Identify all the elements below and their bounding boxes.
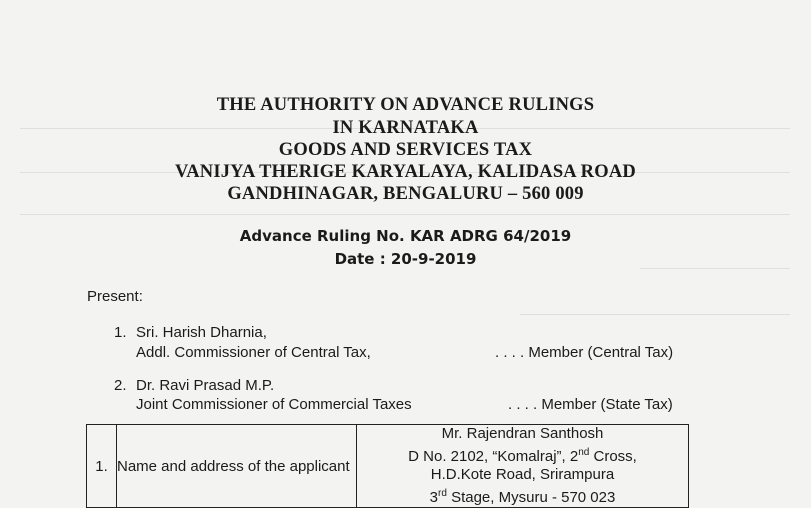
ordinal-suffix: rd	[438, 487, 447, 499]
ordinal-suffix: nd	[578, 446, 590, 458]
office-address-line: VANIJYA THERIGE KARYALAYA, KALIDASA ROAD	[175, 162, 636, 182]
applicant-label: Name and address of the applicant	[117, 425, 357, 508]
present-label: Present:	[87, 288, 143, 305]
state-title: IN KARNATAKA	[332, 118, 479, 138]
bleed-through-line	[20, 214, 790, 215]
tax-title: GOODS AND SERVICES TAX	[278, 140, 533, 160]
applicant-address-line-2	[357, 444, 688, 467]
authority-title: THE AUTHORITY ON ADVANCE RULINGS	[216, 95, 595, 115]
applicant-details-table	[86, 424, 689, 508]
bleed-through-line	[640, 268, 790, 269]
member-1-name: Sri. Harish Dharnia,	[136, 324, 267, 341]
ruling-date: Date : 20-9-2019	[334, 250, 477, 268]
member-2-number: 2.	[114, 377, 127, 394]
address-text: Stage, Mysuru - 570 023	[446, 488, 616, 506]
member-2-designation: Joint Commissioner of Commercial Taxes	[136, 396, 412, 413]
city-address-line: GANDHINAGAR, BENGALURU – 560 009	[227, 184, 584, 204]
applicant-address-line-4	[357, 485, 688, 508]
member-2-role: . . . . Member (State Tax)	[508, 396, 673, 413]
address-text: 3	[429, 488, 438, 506]
member-1-role: . . . . Member (Central Tax)	[495, 344, 674, 361]
applicant-address	[357, 425, 689, 508]
address-text: D No. 2102, “Komalraj”, 2	[408, 447, 579, 465]
member-1-number: 1.	[114, 324, 127, 341]
member-1-designation: Addl. Commissioner of Central Tax,	[136, 344, 371, 361]
advance-ruling-number: Advance Ruling No. KAR ADRG 64/2019	[239, 227, 572, 245]
bleed-through-line	[520, 314, 790, 315]
row-number: 1.	[87, 425, 117, 508]
applicant-address-line-3: H.D.Kote Road, Srirampura	[430, 466, 615, 483]
address-text: Cross,	[589, 447, 637, 465]
member-2-name: Dr. Ravi Prasad M.P.	[136, 377, 275, 394]
applicant-name: Mr. Rajendran Santhosh	[441, 425, 604, 442]
table-row	[87, 425, 689, 508]
